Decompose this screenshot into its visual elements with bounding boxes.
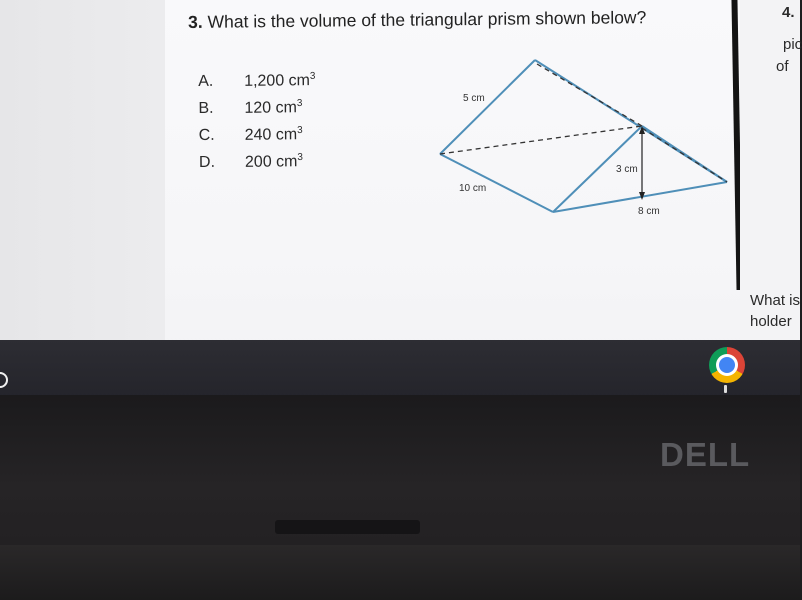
- label-height: 3 cm: [616, 164, 638, 175]
- label-base: 8 cm: [638, 206, 660, 217]
- prism-edge-left-base: [440, 154, 553, 212]
- choice-d[interactable]: [199, 148, 317, 176]
- next-question-line: of: [776, 58, 789, 75]
- chrome-icon[interactable]: [709, 347, 745, 383]
- laptop-hinge: [275, 520, 420, 534]
- choice-value: 240 $cm^3$: [244, 124, 303, 144]
- choice-letter: A.: [198, 72, 214, 90]
- page-margin: [0, 0, 165, 355]
- triangular-prism-diagram: [430, 50, 740, 230]
- question-prompt: What is the volume of the triangular prism shown below?: [207, 7, 647, 32]
- laptop-base: [0, 545, 800, 600]
- choice-letter: B.: [198, 99, 214, 117]
- choice-letter: C.: [198, 126, 215, 144]
- label-top-edge: 5 cm: [463, 93, 485, 104]
- choice-c[interactable]: [199, 121, 317, 149]
- next-question-line: What is: [750, 292, 801, 309]
- answer-choices: [198, 67, 316, 176]
- choice-value: 120 $cm^3$: [244, 97, 303, 117]
- active-app-indicator: [724, 385, 727, 393]
- choice-a[interactable]: [198, 67, 316, 95]
- next-question-number: 4.: [782, 4, 795, 21]
- prism-hidden-edge-back: [440, 126, 642, 154]
- choice-letter: D.: [198, 153, 216, 171]
- choice-b[interactable]: [198, 94, 316, 122]
- prism-edge-top-left: [440, 60, 535, 154]
- next-question-line: pic: [783, 36, 802, 53]
- label-left-edge: 10 cm: [459, 183, 487, 194]
- dell-logo: DELL: [660, 436, 751, 473]
- choice-value: 1,200 $cm^3$: [244, 70, 316, 90]
- choice-value: 200 $cm^3$: [244, 151, 304, 171]
- next-question-line: holder: [750, 313, 792, 330]
- question-number: 3.: [188, 11, 203, 32]
